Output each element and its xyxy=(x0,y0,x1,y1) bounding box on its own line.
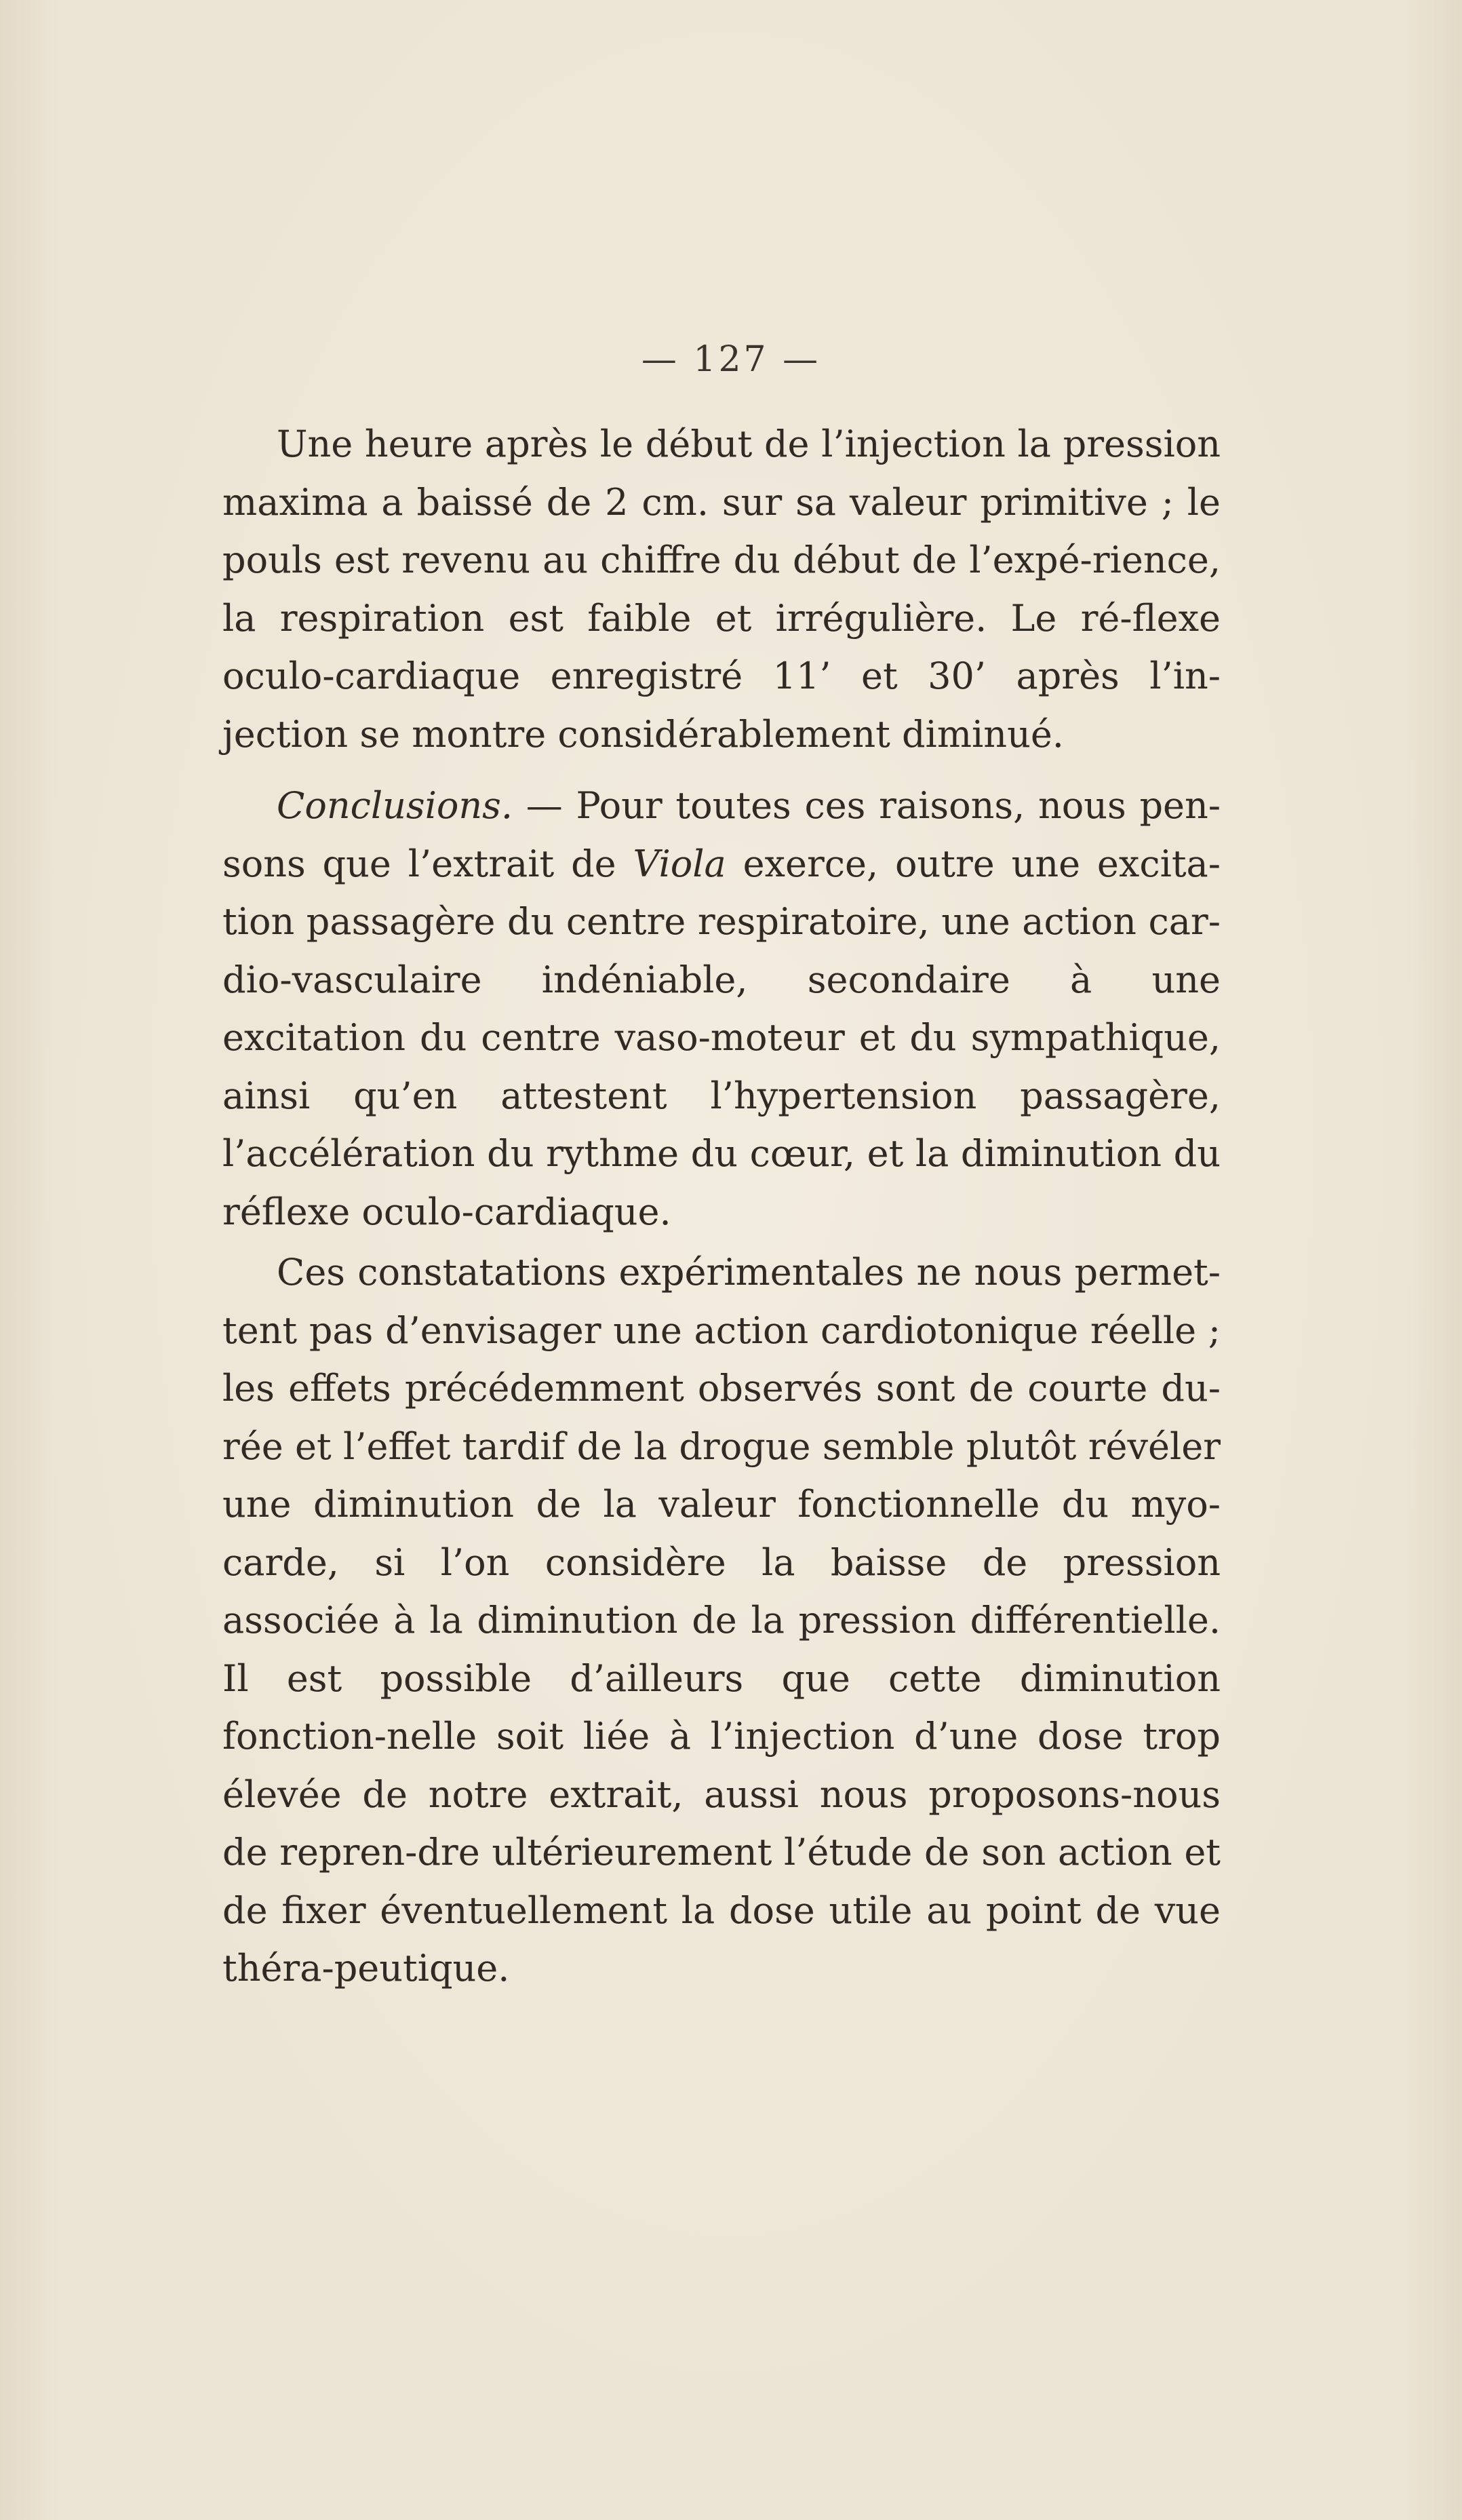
conclusions-heading: Conclusions. xyxy=(277,784,513,827)
conclusions-text-part-2: exerce, outre une excita-tion passagère du centre respiratoire, une action car-dio-vasculaire indéniable, secondaire à une excitation du centre vaso-moteur et du sympathique, ainsi qu’en attestent l’hypertension passagère, l’accélération du rythme du cœur, et la diminution du réflexe oculo-cardiaque. xyxy=(222,842,1221,1233)
paragraph-conclusions xyxy=(222,777,1221,1241)
body-text xyxy=(222,415,1221,1998)
paragraph-experimental-findings: Ces constatations expérimentales ne nous permet-tent pas d’envisager une action cardiotonique réelle ; les effets précédemment observés sont de courte du-rée et l’effet tardif de la drogue semble plutôt révéler une diminution de la valeur fonctionnelle du myo-carde, si l’on considère la baisse de pression associée à la diminution de la pression différentielle. Il est possible d’ailleurs que cette diminution fonction-nelle soit liée à l’injection d’une dose trop élevée de notre extrait, aussi nous proposons-nous de repren-dre ultérieurement l’étude de son action et de fixer éventuellement la dose utile au point de vue théra-peutique. xyxy=(222,1251,1221,1990)
paragraph-injection-results: Une heure après le début de l’injection la pression maxima a baissé de 2 cm. sur sa valeur primitive ; le pouls est revenu au chiffre du début de l’expé-rience, la respiration est faible et irrégulière. Le ré-flexe oculo-cardiaque enregistré 11’ et 30’ après l’in-jection se montre considérablement diminué. xyxy=(222,423,1221,756)
genus-name: Viola xyxy=(633,842,726,885)
conclusions-text-part-1: — Pour toutes ces raisons, nous pen-sons que l’extrait de xyxy=(222,784,1221,885)
page-number: — 127 — xyxy=(641,339,821,380)
